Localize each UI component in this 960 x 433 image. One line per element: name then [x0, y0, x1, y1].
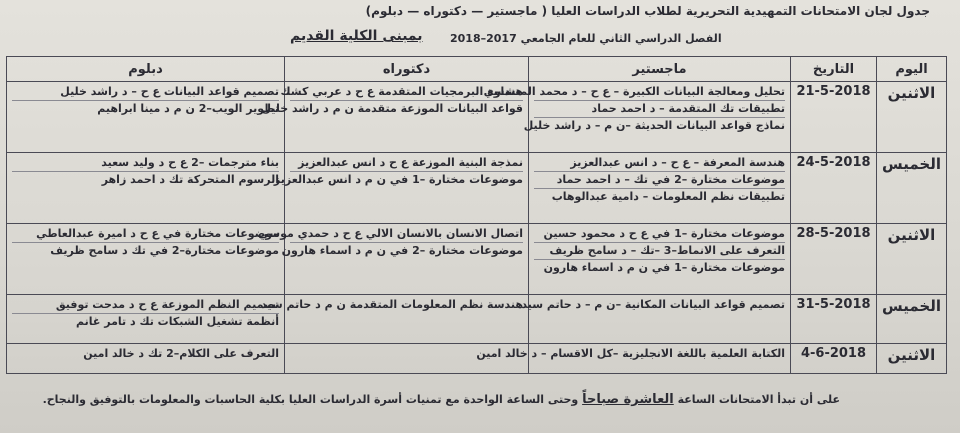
diploma-cell	[7, 344, 285, 374]
exam-entry: موضوعات مختارة–2 في تك د سامح ظريف	[50, 244, 279, 258]
table-row	[7, 82, 947, 153]
date-cell: 4-6-2018	[791, 344, 877, 374]
date-cell: 31-5-2018	[791, 295, 877, 344]
exam-entry: موضوعات مختارة في ع ح د اميرة عبدالعاطي	[12, 226, 279, 243]
exam-entry: نمذجة البنية الموزعة ع ح د انس عبدالعزيز	[290, 155, 523, 172]
date-cell: 28-5-2018	[791, 224, 877, 295]
phd-cell	[258, 224, 529, 295]
exam-entry: نماذج قواعد البيانات الحديثة –ن م – د راشد خليل	[523, 119, 785, 132]
schedule-body	[7, 82, 947, 374]
exam-entry: موضوعات مختارة –1 في ن م د انس عبدالعزيز	[273, 173, 523, 187]
diploma-cell	[7, 224, 285, 295]
exam-entry: تصميم قواعد البيانات المكانية –ن م – د حاتم سيد	[521, 298, 785, 312]
exam-entry: التعرف على الانماط–3 –تك – د سامح ظريف	[534, 243, 785, 260]
day-cell: الخميس	[877, 153, 947, 224]
column-header-masters: ماجستير	[529, 57, 791, 82]
exam-entry: موضوعات مختارة –2 في تك – د احمد حماد	[534, 172, 785, 189]
exam-entry: بناء مترجمات –2 ع ح د وليد سعيد	[12, 155, 279, 172]
day-cell: الاثنين	[877, 224, 947, 295]
faculty-building: بمبنى الكلية القديم	[290, 28, 423, 44]
exam-entry: أنظمة تشغيل الشبكات تك د تامر غانم	[76, 315, 279, 329]
masters-cell	[529, 224, 791, 295]
semester-label: الفصل الدراسي الثاني للعام الجامعي 2017–2018	[450, 32, 722, 45]
column-header-diploma: دبلوم	[7, 57, 285, 82]
table-row	[7, 153, 947, 224]
masters-cell	[483, 82, 791, 153]
exam-entry: التعرف على الكلام–2 تك د خالد امين	[83, 347, 279, 361]
diploma-cell	[7, 82, 285, 153]
date-cell: 21-5-2018	[791, 82, 877, 153]
phd-cell	[261, 82, 529, 153]
table-row	[7, 344, 947, 374]
diploma-cell	[7, 153, 285, 224]
exam-entry: هندسة نظم المعلومات المتقدمة ن م د حاتم سيد	[260, 298, 523, 312]
masters-cell	[529, 153, 791, 224]
masters-cell	[521, 295, 791, 344]
day-cell: الاثنين	[877, 344, 947, 374]
footer-start-time: العاشرة صباحاً	[582, 392, 674, 407]
phd-cell	[260, 295, 529, 344]
diploma-cell	[7, 295, 285, 344]
table-row	[7, 224, 947, 295]
phd-cell	[273, 153, 529, 224]
exam-entry: موضوعات مختارة –2 في ن م د اسماء هارون	[281, 244, 523, 258]
day-cell: الخميس	[877, 295, 947, 344]
schedule-table	[6, 56, 947, 374]
table-header-row	[7, 57, 947, 82]
footer-prefix: على أن تبدأ الامتحانات الساعة	[677, 393, 840, 406]
exam-entry: تصميم قواعد البيانات ع ح – د راشد خليل	[12, 84, 279, 101]
footer-note	[43, 392, 840, 407]
exam-entry: موضوعات مختارة –1 في ن م د اسماء هارون	[543, 261, 785, 275]
table-row	[7, 295, 947, 344]
exam-entry: قواعد البيانات الموزعة متقدمة ن م د راشد خليل	[261, 102, 523, 115]
column-header-date: التاريخ	[791, 57, 877, 82]
exam-entry: تطبيقات نظم المعلومات – دامية عبدالوهاب	[551, 190, 785, 204]
column-header-phd: دكتوراه	[285, 57, 529, 82]
exam-entry: تطوير الويب–2 ن م د مينا ابراهيم	[97, 102, 279, 115]
exam-entry: تصميم النظم الموزعة ع ح د مدحت توفيق	[12, 297, 279, 314]
masters-cell	[476, 344, 791, 374]
exam-entry: هندسة البرمجيات المتقدمة ع ح د عربي كشك	[290, 84, 523, 101]
date-cell: 24-5-2018	[791, 153, 877, 224]
exam-entry: الكتابة العلمية باللغة الانجليزية –كل الاقسام – د خالد امين	[476, 347, 785, 361]
exam-entry: تحليل ومعالجة البيانات الكبيرة – ع ح – د محمد المنشاوي	[534, 84, 785, 101]
footer-suffix: وحتى الساعة الواحدة مع تمنيات أسرة الدراسات العليا بكلية الحاسبات والمعلومات بالتوفيق والنجاح.	[42, 393, 579, 406]
exam-entry: اتصال الانسان بالانسان الالي ع ح د حمدي موسي	[290, 226, 523, 243]
exam-entry: موضوعات مختارة –1 في ع ح د محمود حسين	[534, 226, 785, 243]
column-header-day: اليوم	[877, 57, 947, 82]
day-cell: الاثنين	[877, 82, 947, 153]
exam-entry: تطبيقات تك المتقدمة – د احمد حماد	[534, 101, 785, 118]
document-title: جدول لجان الامتحانات التمهيدية التحريرية لطلاب الدراسات العليا ( ماجستير — دكتوراه — دبلوم)	[365, 4, 930, 18]
exam-entry: هندسة المعرفة – ع ح – د انس عبدالعزيز	[534, 155, 785, 172]
exam-entry: الرسوم المتحركة تك د احمد زاهر	[101, 173, 279, 187]
